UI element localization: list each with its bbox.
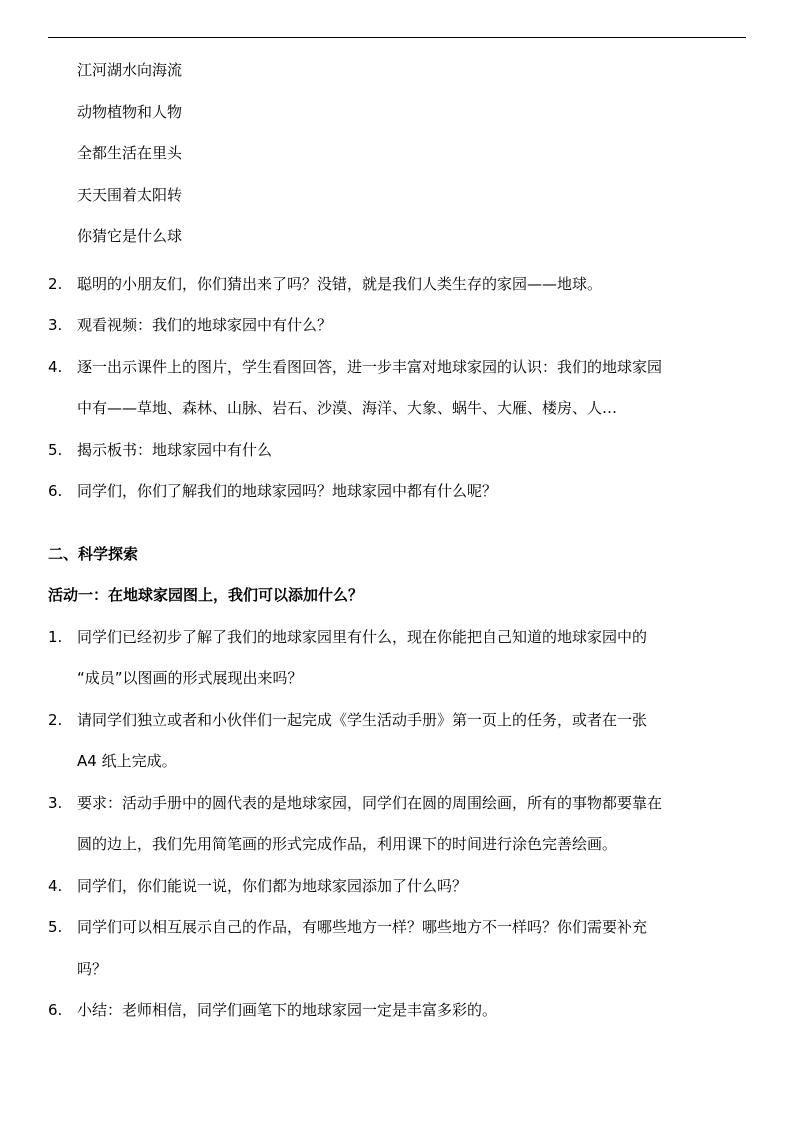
list-item — [48, 866, 748, 908]
list-number: 2. — [48, 274, 63, 293]
list-number: 5. — [48, 918, 63, 936]
list-item — [48, 990, 748, 1032]
list-number: 4. — [48, 357, 63, 376]
poem-line: 动物植物和人物 — [77, 102, 183, 121]
list-number: 1. — [48, 627, 63, 646]
document-content — [48, 56, 748, 1032]
list-item — [48, 264, 748, 306]
poem-line: 江河湖水向海流 — [77, 61, 183, 79]
list-text: 中有——草地、森林、山脉、岩石、沙漠、海洋、大象、蜗牛、大雁、楼房、人… — [77, 399, 618, 417]
activity-list — [48, 617, 748, 1032]
list-item — [48, 907, 748, 990]
list-item — [48, 347, 748, 430]
poem-line: 你猜它是什么球 — [77, 227, 183, 245]
list-text: 要求：活动手册中的圆代表的是地球家园，同学们在圆的周围绘画，所有的事物都要靠在 — [77, 793, 663, 812]
list-item — [48, 700, 748, 783]
list-item — [48, 430, 748, 472]
list-text: 同学们可以相互展示自己的作品，有哪些地方一样？哪些地方不一样吗？你们需要补充 — [77, 918, 648, 936]
activity-title: 活动一：在地球家园图上，我们可以添加什么？ — [48, 586, 364, 604]
list-text: 观看视频：我们的地球家园中有什么？ — [77, 316, 333, 334]
list-number: 3. — [48, 793, 63, 812]
intro-list — [48, 264, 748, 513]
list-number: 6. — [48, 1001, 63, 1019]
section-title: 二、科学探索 — [48, 544, 139, 563]
list-number: 2. — [48, 710, 63, 729]
poem-line: 全都生活在里头 — [77, 144, 183, 162]
list-text: A4 纸上完成。 — [77, 752, 177, 770]
list-text: 请同学们独立或者和小伙伴们一起完成《学生活动手册》第一页上的任务，或者在一张 — [77, 710, 648, 729]
list-number: 6. — [48, 482, 63, 500]
list-text: 逐一出示课件上的图片，学生看图回答，进一步丰富对地球家园的认识：我们的地球家园 — [77, 357, 663, 376]
poem-line: 天天围着太阳转 — [77, 185, 183, 204]
list-text: 揭示板书：地球家园中有什么 — [77, 440, 273, 459]
list-text: “成员”以图画的形式展现出来吗？ — [77, 669, 303, 687]
list-item — [48, 471, 748, 513]
list-text: 吗？ — [77, 959, 108, 978]
poem — [48, 56, 748, 264]
header-rule — [48, 37, 746, 38]
list-item — [48, 783, 748, 866]
list-text: 同学们，你们能说一说，你们都为地球家园添加了什么吗？ — [77, 876, 468, 895]
list-number: 3. — [48, 316, 63, 334]
list-item — [48, 305, 748, 347]
list-number: 5. — [48, 440, 63, 459]
list-text: 同学们，你们了解我们的地球家园吗？地球家园中都有什么呢？ — [77, 482, 498, 500]
list-text: 小结：老师相信，同学们画笔下的地球家园一定是丰富多彩的。 — [77, 1001, 498, 1019]
list-number: 4. — [48, 876, 63, 895]
list-text: 聪明的小朋友们，你们猜出来了吗？没错，就是我们人类生存的家园——地球。 — [77, 274, 603, 293]
list-text: 同学们已经初步了解了我们的地球家园里有什么，现在你能把自己知道的地球家园中的 — [77, 627, 648, 646]
list-item — [48, 617, 748, 700]
list-text: 圆的边上，我们先用简笔画的形式完成作品，利用课下的时间进行涂色完善绘画。 — [77, 835, 618, 853]
